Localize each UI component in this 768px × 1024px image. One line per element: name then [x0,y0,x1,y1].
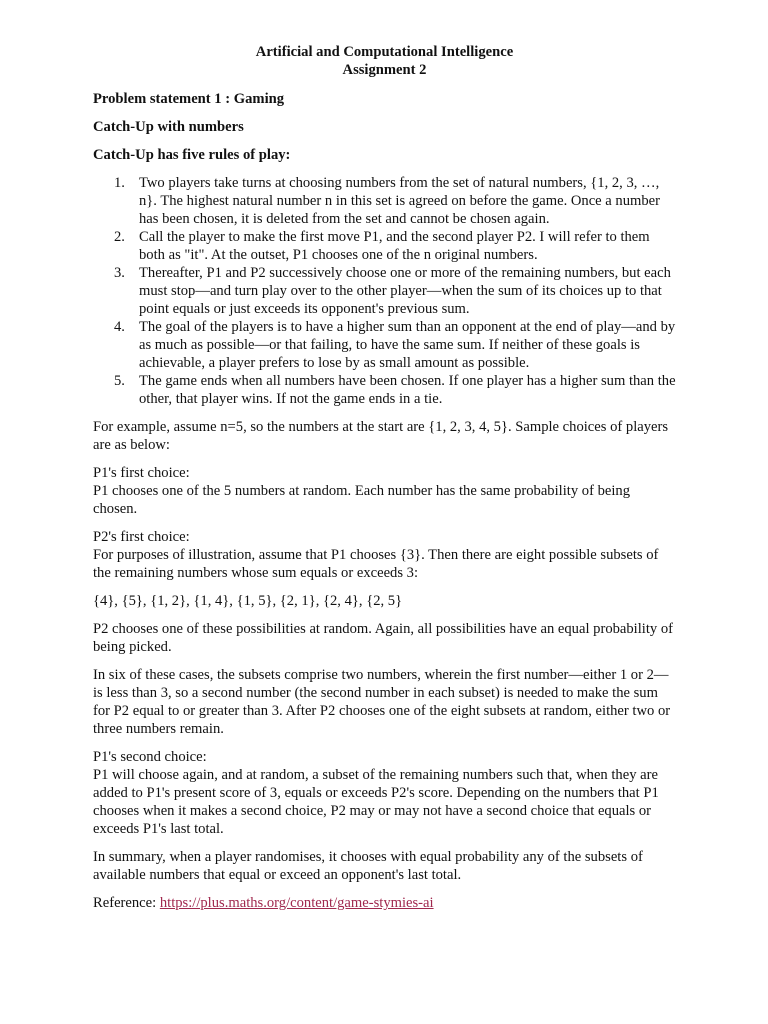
summary-paragraph: In summary, when a player randomises, it chooses with equal probability any of the subsets of available numbers that equal or exceed an opponent's last total. [93,849,643,883]
rule-text: Thereafter, P1 and P2 successively choose one or more of the remaining numbers, but each must stop—and turn play over to the other player—when the sum of its choices up to that point equals or just exceeds its opponent's previous sum. [139,265,671,317]
rule-text: Call the player to make the first move P1, and the second player P2. I will refer to them both as "it". At the outset, P1 chooses one of the n original numbers. [139,229,650,263]
rule-number: 5. [114,373,125,389]
p2-first-choice-label: P2's first choice: [93,529,190,545]
six-cases-paragraph: In six of these cases, the subsets comprise two numbers, wherein the first number—either 1 or 2—is less than 3, so a second number (the second number in each subset) is needed to make the sum for P2 equal to or greater than 3. After P2 chooses one of the eight subsets at random, either two or three numbers remain. [93,667,671,737]
p1-second-choice-text: P1 will choose again, and at random, a subset of the remaining numbers such that, when they are added to P1's present score of 3, equals or exceeds P2's score. Depending on the numbers that P1 chooses when it makes a second choice, P2 may or may not have a second choice that equals or exceeds P1's last total. [93,767,659,837]
rule-item [93,228,676,264]
rule-item [93,174,676,228]
p2-first-choice-text: For purposes of illustration, assume that P1 chooses {3}. Then there are eight possible subsets of the remaining numbers whose sum equals or exceeds 3: [93,547,659,581]
rule-text: Two players take turns at choosing numbers from the set of natural numbers, {1, 2, 3, …, n}. The highest natural number n in this set is agreed on before the game. Once a number has been chosen, it is deleted from the set and cannot be chosen again. [139,175,661,227]
rule-item [93,318,676,372]
p1-second-choice-section [93,748,676,838]
rule-number: 4. [114,319,125,335]
document-title: Artificial and Computational Intelligence [255,44,514,60]
rule-item [93,372,676,408]
reference-label: Reference: [93,895,160,911]
rule-number: 1. [114,175,125,191]
p1-second-choice-label: P1's second choice: [93,749,207,765]
rule-number: 2. [114,229,125,245]
rule-text: The game ends when all numbers have been chosen. If one player has a higher sum than the other, that player wins. If not the game ends in a tie. [139,373,676,407]
document-subtitle: Assignment 2 [342,62,427,78]
p1-first-choice-label: P1's first choice: [93,465,190,481]
reference-link[interactable]: https://plus.maths.org/content/game-stymies-ai [159,895,434,911]
p1-first-choice-section [93,464,676,518]
game-heading: Catch-Up with numbers [93,119,244,135]
problem-heading: Problem statement 1 : Gaming [93,91,285,107]
rule-text: The goal of the players is to have a higher sum than an opponent at the end of play—and by as much as possible—or that failing, to have the same sum. If neither of these goals is achievable, a player prefers to lose by as small amount as possible. [139,319,676,371]
subsets-list: {4}, {5}, {1, 2}, {1, 4}, {1, 5}, {2, 1}, {2, 4}, {2, 5} [93,593,403,609]
rules-heading: Catch-Up has five rules of play: [93,147,291,163]
p2-random-paragraph: P2 chooses one of these possibilities at random. Again, all possibilities have an equal probability of being picked. [93,621,674,655]
p1-first-choice-text: P1 chooses one of the 5 numbers at random. Each number has the same probability of being chosen. [93,483,630,517]
reference-line [93,894,676,912]
rule-item [93,264,676,318]
p2-first-choice-section [93,528,676,582]
document-header [93,43,676,79]
example-intro: For example, assume n=5, so the numbers at the start are {1, 2, 3, 4, 5}. Sample choices of players are as below: [93,419,669,453]
rule-number: 3. [114,265,125,281]
rules-list [93,174,676,408]
